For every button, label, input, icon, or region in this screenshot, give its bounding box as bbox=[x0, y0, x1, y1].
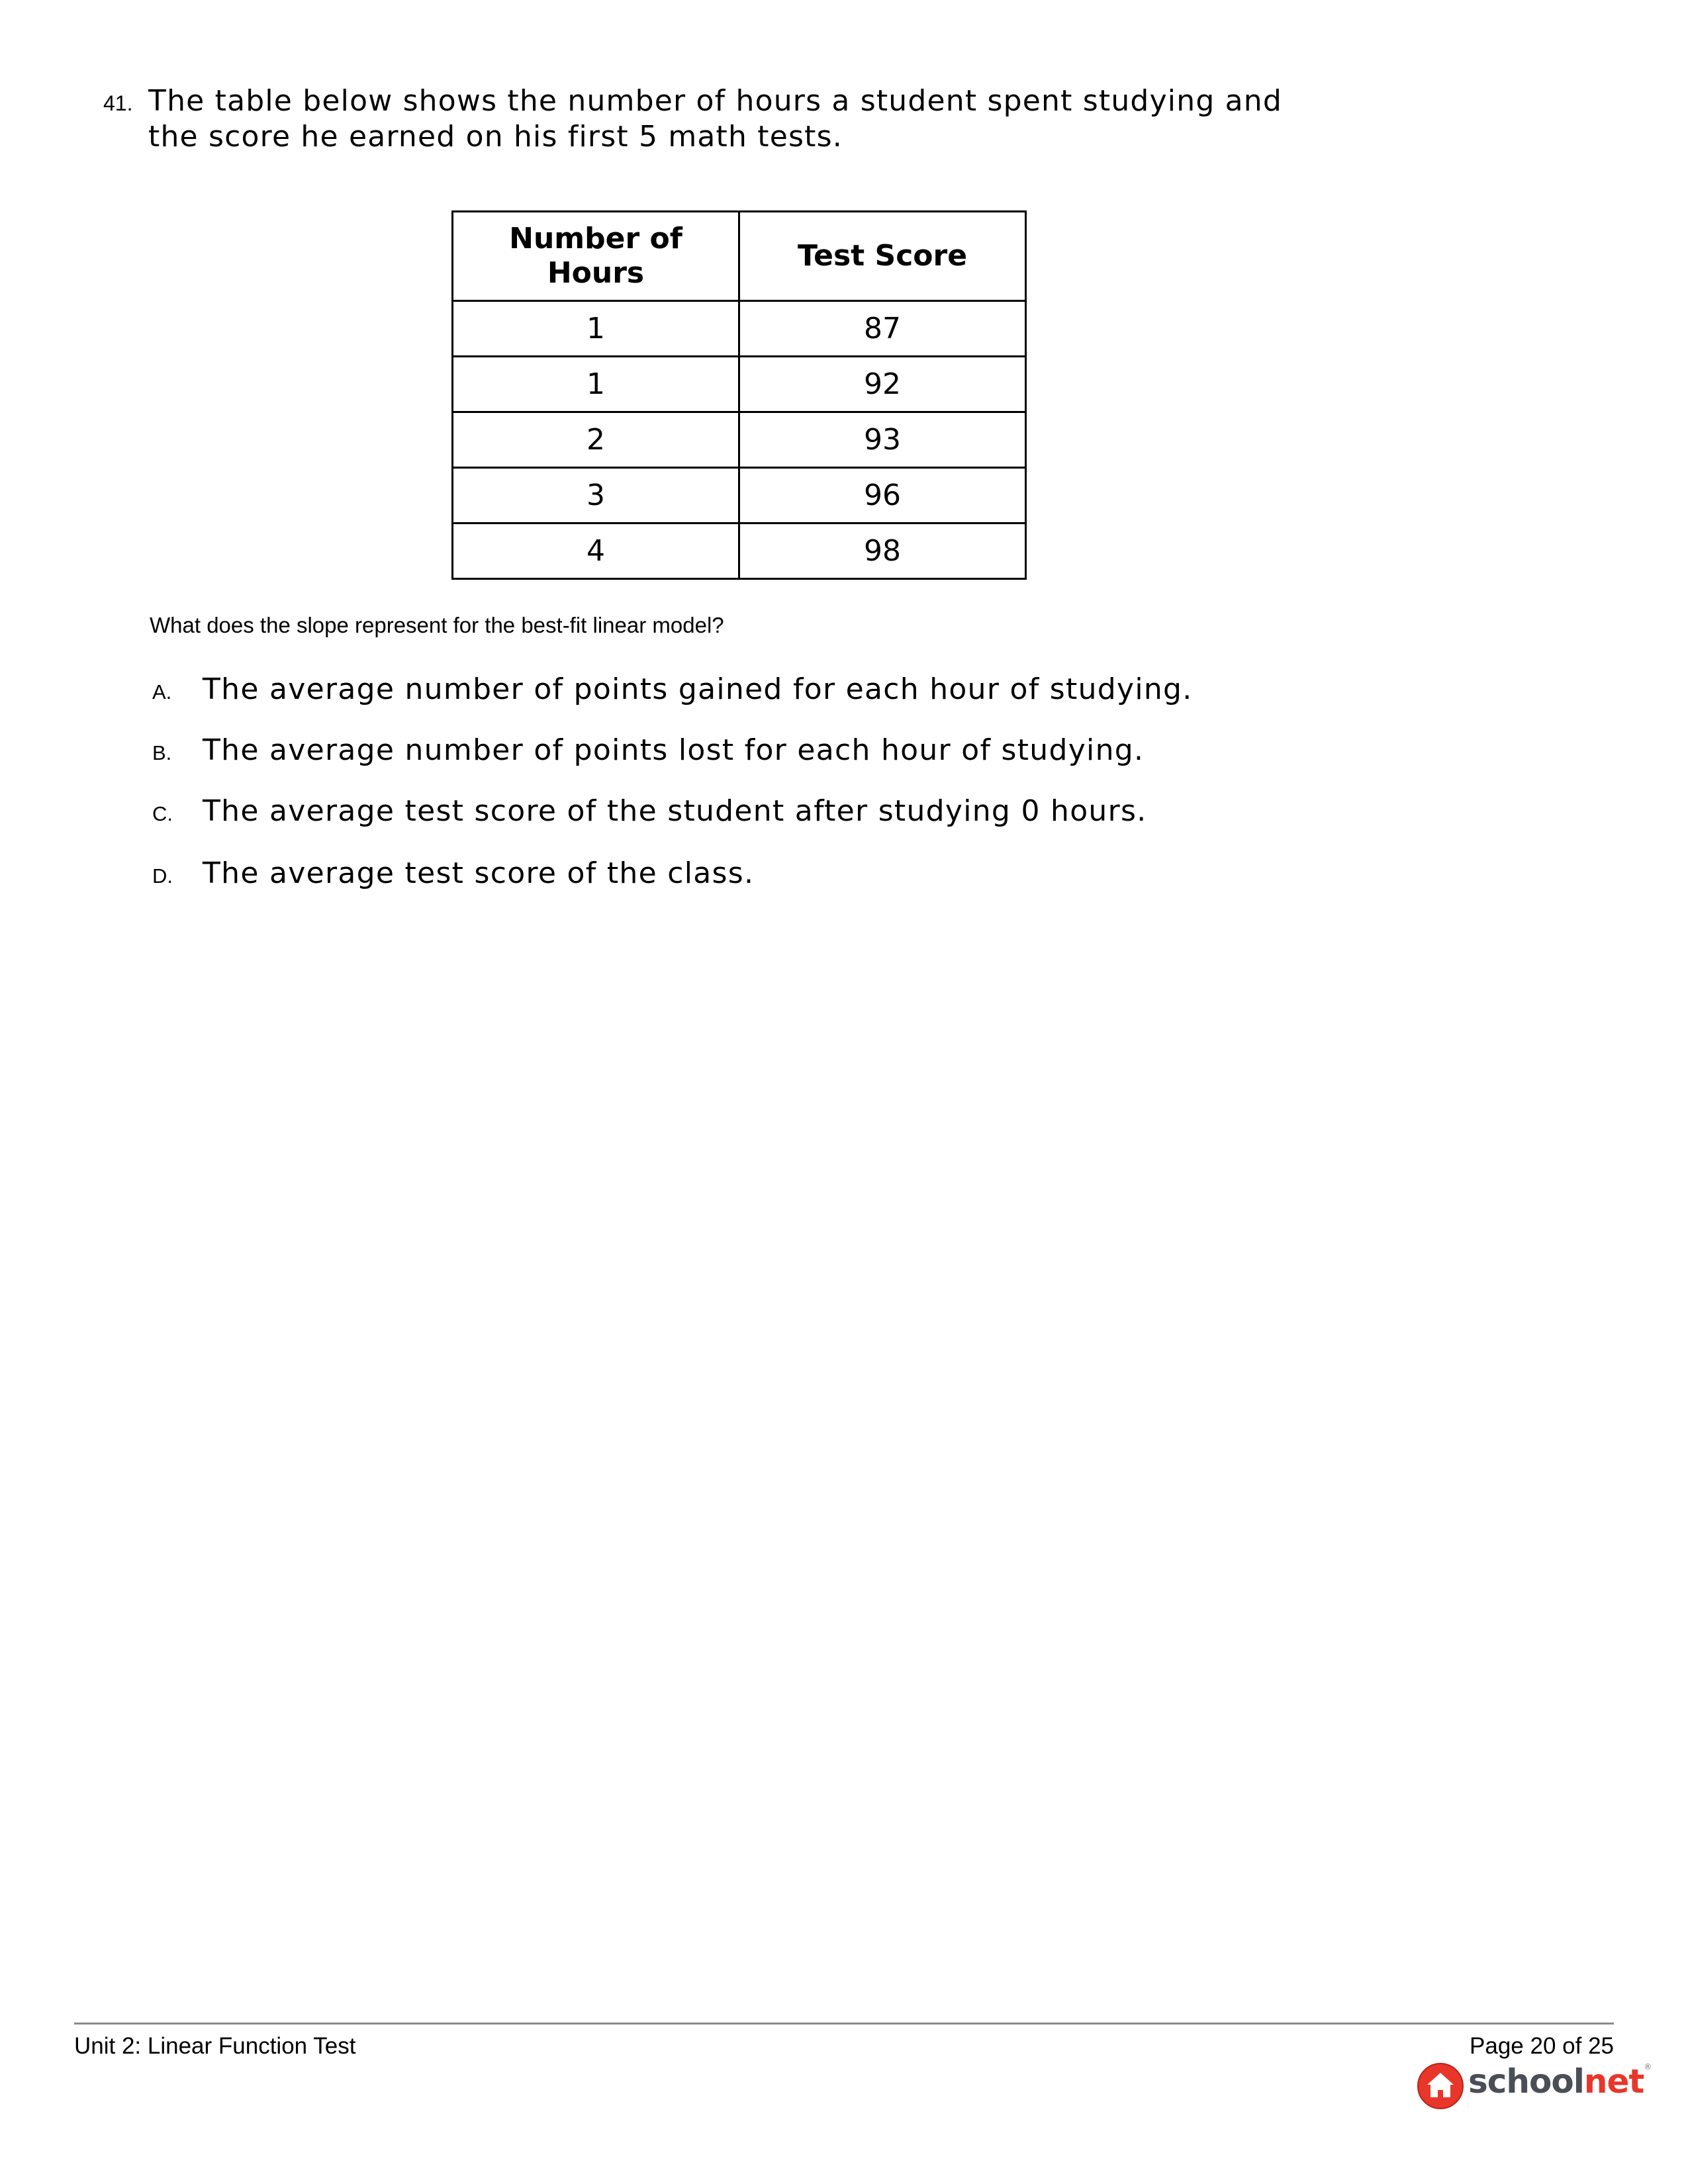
cell-score: 98 bbox=[739, 523, 1026, 579]
footer-test-title: Unit 2: Linear Function Test bbox=[74, 2033, 356, 2059]
cell-hours: 2 bbox=[453, 412, 739, 468]
cell-hours: 1 bbox=[453, 301, 739, 357]
table-row bbox=[453, 523, 1026, 579]
logo-wordmark bbox=[1468, 2062, 1651, 2101]
choice-text-a[interactable]: The average number of points gained for each hour of studying. bbox=[203, 672, 1193, 706]
table-row bbox=[453, 412, 1026, 468]
choice-letter-d: D. bbox=[152, 864, 173, 887]
question-stem-line-2: the score he earned on his first 5 math tests. bbox=[148, 120, 843, 154]
footer-divider bbox=[74, 2023, 1614, 2025]
table-header-row bbox=[453, 212, 1026, 301]
cell-score: 93 bbox=[739, 412, 1026, 468]
choice-letter-a: A. bbox=[152, 680, 172, 704]
cell-score: 92 bbox=[739, 357, 1026, 412]
header-score: Test Score bbox=[739, 212, 1026, 301]
cell-score: 96 bbox=[739, 468, 1026, 523]
choice-text-c[interactable]: The average test score of the student after studying 0 hours. bbox=[203, 794, 1147, 828]
choice-text-b[interactable]: The average number of points lost for each hour of studying. bbox=[203, 733, 1145, 767]
cell-hours: 1 bbox=[453, 357, 739, 412]
question-number: 41. bbox=[103, 91, 133, 115]
header-hours-line-2: Hours bbox=[547, 256, 645, 290]
logo-school-text: school bbox=[1468, 2062, 1584, 2101]
schoolnet-logo bbox=[1417, 2060, 1652, 2113]
choice-text-d[interactable]: The average test score of the class. bbox=[203, 856, 755, 890]
question-prompt: What does the slope represent for the best-fit linear model? bbox=[150, 613, 724, 637]
house-icon bbox=[1417, 2062, 1464, 2110]
cell-hours: 3 bbox=[453, 468, 739, 523]
logo-net-text: net bbox=[1583, 2062, 1644, 2101]
question-stem-line-1: The table below shows the number of hours a student spent studying and bbox=[148, 84, 1283, 118]
cell-hours: 4 bbox=[453, 523, 739, 579]
data-table bbox=[451, 210, 1027, 580]
footer-page-number: Page 20 of 25 bbox=[1470, 2033, 1614, 2059]
choice-letter-b: B. bbox=[152, 741, 172, 764]
logo-trademark: ® bbox=[1644, 2062, 1652, 2071]
choice-letter-c: C. bbox=[152, 802, 173, 825]
table-row bbox=[453, 301, 1026, 357]
question-stem bbox=[148, 83, 1406, 155]
table-row bbox=[453, 357, 1026, 412]
header-hours-line-1: Number of bbox=[509, 222, 682, 255]
table-row bbox=[453, 468, 1026, 523]
header-hours bbox=[453, 212, 739, 301]
cell-score: 87 bbox=[739, 301, 1026, 357]
